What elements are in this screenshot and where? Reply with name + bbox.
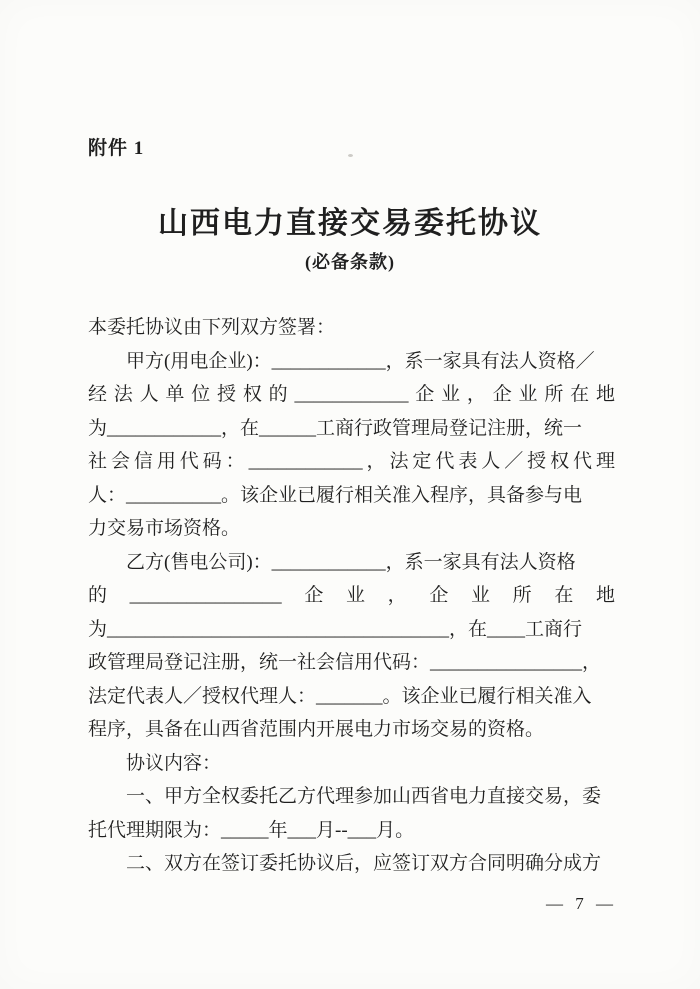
body-line: 乙方(售电公司)：____________，系一家具有法人资格 — [88, 551, 576, 573]
body-line: 托代理期限为：_____年___月--___月。 — [88, 819, 415, 841]
body-line: 法定代表人／授权代理人：_______。该企业已履行相关准入 — [88, 685, 592, 707]
body-line: 协议内容： — [88, 752, 222, 774]
body-line: 程序，具备在山西省范围内开展电力市场交易的资格。 — [88, 719, 545, 740]
body-line: 为____________________________________，在____工商行 — [88, 618, 583, 640]
body-line: 的________________企业，企业所在地 — [88, 585, 615, 606]
body-line: 本委托协议由下列双方签署： — [88, 317, 336, 338]
page-number: — 7 — — [546, 894, 617, 913]
body-line: 政管理局登记注册，统一社会信用代码：________________， — [88, 652, 602, 673]
body-line: 二、双方在签订委托协议后，应签订双方合同明确分成方 — [88, 853, 602, 874]
document-subtitle: (必备条款) — [305, 252, 395, 272]
body-line: 力交易市场资格。 — [88, 518, 241, 539]
document-body — [88, 311, 615, 881]
scan-speck — [348, 154, 353, 157]
body-line: 经法人单位授权的____________企业，企业所在地 — [88, 384, 615, 405]
body-line: 为____________，在______工商行政管理局登记注册，统一 — [88, 417, 583, 439]
attachment-label: 附件 1 — [88, 138, 145, 159]
document-title: 山西电力直接交易委托协议 — [158, 207, 542, 240]
body-line: 人：__________。该企业已履行相关准入程序，具备参与电 — [88, 484, 583, 506]
body-line: 甲方(用电企业)：____________，系一家具有法人资格／ — [88, 350, 595, 372]
body-line: 一、甲方全权委托乙方代理参加山西省电力直接交易，委 — [88, 786, 602, 807]
body-line: 社会信用代码：____________，法定代表人／授权代理 — [88, 451, 615, 472]
